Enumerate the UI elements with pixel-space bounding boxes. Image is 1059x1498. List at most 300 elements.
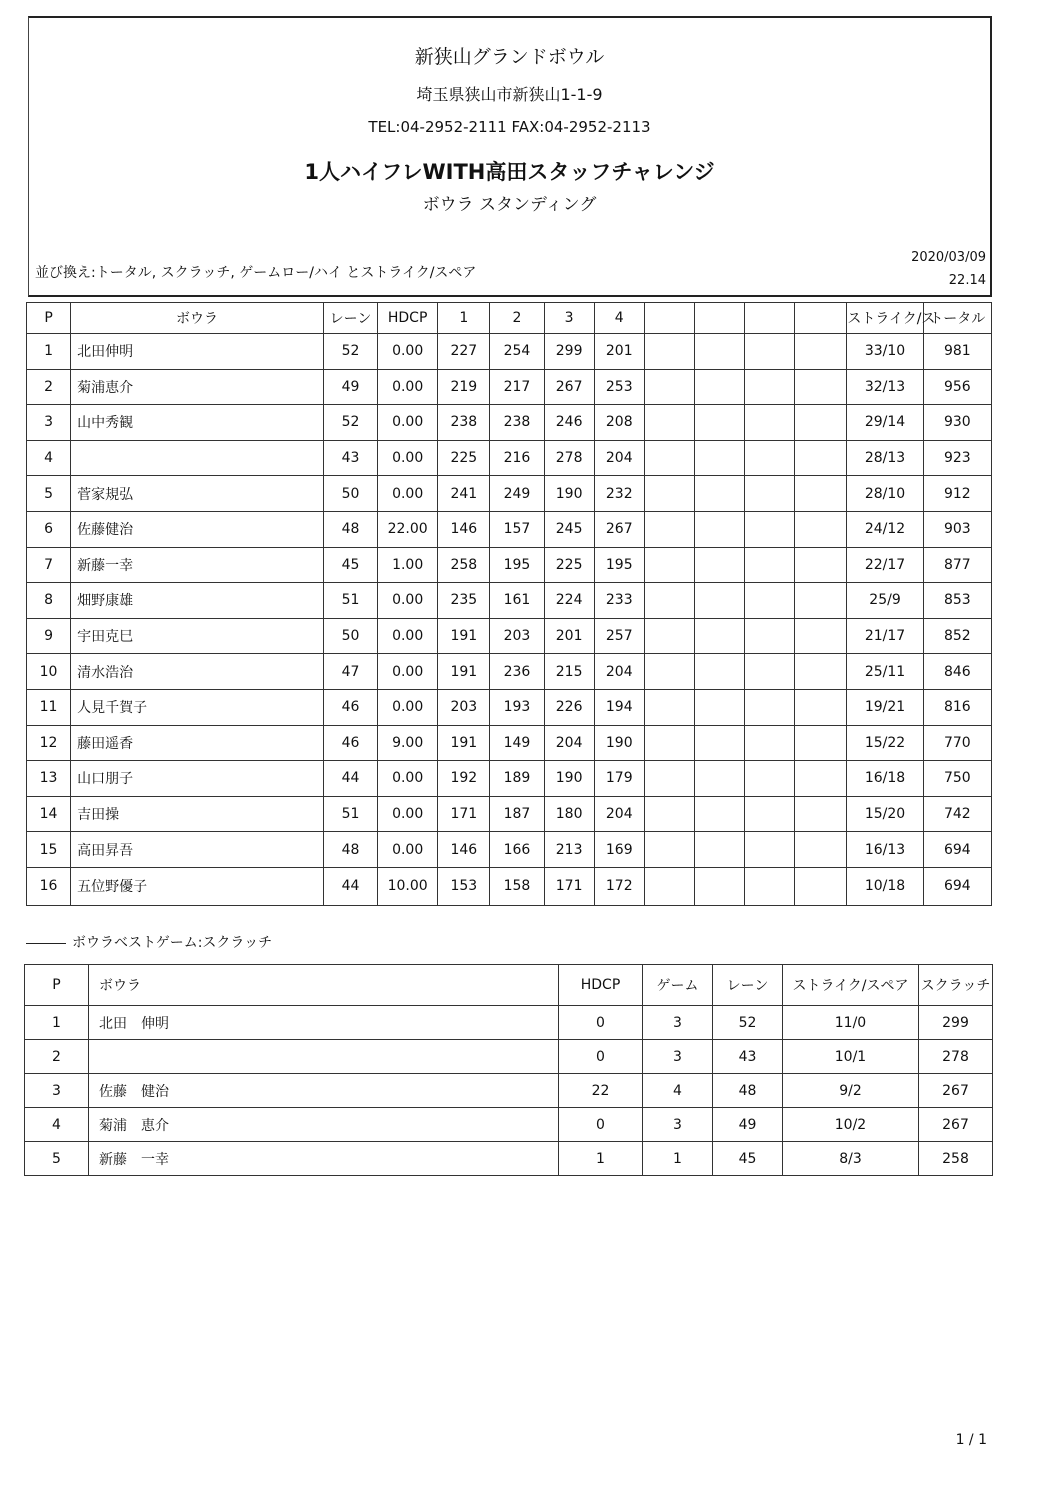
table-row — [27, 405, 992, 441]
cell-position: 11 — [27, 689, 71, 725]
best-col-header-lane: レーン — [713, 965, 783, 1006]
cell-empty — [745, 583, 795, 619]
cell-game-3: 245 — [544, 511, 594, 547]
cell-lane: 43 — [323, 440, 377, 476]
cell-bowler: 五位野優子 — [71, 867, 324, 905]
cell-game-2: 203 — [490, 618, 544, 654]
cell-empty — [795, 689, 847, 725]
cell-strike-spare: 19/21 — [847, 689, 923, 725]
cell-game-3: 204 — [544, 725, 594, 761]
best-header-row — [25, 965, 993, 1006]
best-game-title-text: ボウラベストゲーム:スクラッチ — [72, 935, 273, 951]
cell-game-1: 146 — [438, 511, 490, 547]
cell-game-1: 191 — [438, 654, 490, 690]
venue-contact: TEL:04-2952-2111 FAX:04-2952-2113 — [368, 118, 651, 136]
cell-strike-spare: 21/17 — [847, 618, 923, 654]
best-game-table — [24, 964, 993, 1176]
cell-game-4: 190 — [594, 725, 644, 761]
cell-empty — [644, 511, 694, 547]
best-cell-position: 2 — [25, 1040, 89, 1074]
cell-hdcp: 10.00 — [378, 867, 438, 905]
best-cell-game: 1 — [643, 1142, 713, 1176]
best-cell-lane: 48 — [713, 1074, 783, 1108]
cell-hdcp: 0.00 — [378, 440, 438, 476]
cell-empty — [795, 405, 847, 441]
cell-total: 742 — [923, 796, 991, 832]
cell-hdcp: 0.00 — [378, 369, 438, 405]
cell-position: 6 — [27, 511, 71, 547]
cell-position: 4 — [27, 440, 71, 476]
cell-lane: 50 — [323, 618, 377, 654]
cell-game-3: 171 — [544, 867, 594, 905]
event-title: 1人ハイフレWITH高田スタッフチャレンジ — [304, 160, 715, 184]
cell-lane: 48 — [323, 832, 377, 868]
cell-hdcp: 0.00 — [378, 618, 438, 654]
table-row — [25, 1074, 993, 1108]
cell-game-1: 238 — [438, 405, 490, 441]
cell-game-4: 169 — [594, 832, 644, 868]
cell-game-1: 235 — [438, 583, 490, 619]
cell-empty — [694, 618, 744, 654]
cell-total: 903 — [923, 511, 991, 547]
best-cell-hdcp: 22 — [559, 1074, 643, 1108]
cell-empty — [644, 369, 694, 405]
cell-position: 9 — [27, 618, 71, 654]
table-row — [27, 369, 992, 405]
best-cell-strike-spare: 11/0 — [783, 1006, 919, 1040]
best-cell-position: 3 — [25, 1074, 89, 1108]
cell-empty — [644, 440, 694, 476]
cell-game-1: 258 — [438, 547, 490, 583]
col-header-lane: レーン — [323, 303, 377, 334]
cell-empty — [644, 689, 694, 725]
cell-position: 10 — [27, 654, 71, 690]
cell-game-3: 215 — [544, 654, 594, 690]
cell-bowler: 畑野康雄 — [71, 583, 324, 619]
best-cell-hdcp: 0 — [559, 1108, 643, 1142]
best-cell-hdcp: 0 — [559, 1040, 643, 1074]
cell-position: 7 — [27, 547, 71, 583]
table-row — [27, 440, 992, 476]
cell-empty — [795, 654, 847, 690]
best-cell-bowler: 新藤 一幸 — [89, 1142, 559, 1176]
table-row — [27, 761, 992, 797]
cell-strike-spare: 22/17 — [847, 547, 923, 583]
table-row — [27, 547, 992, 583]
cell-game-1: 171 — [438, 796, 490, 832]
best-cell-lane: 52 — [713, 1006, 783, 1040]
cell-empty — [644, 654, 694, 690]
col-header-game-1: 1 — [438, 303, 490, 334]
best-cell-scratch: 267 — [919, 1108, 993, 1142]
cell-empty — [745, 654, 795, 690]
cell-strike-spare: 32/13 — [847, 369, 923, 405]
cell-empty — [694, 369, 744, 405]
cell-game-4: 201 — [594, 334, 644, 370]
cell-bowler: 菊浦恵介 — [71, 369, 324, 405]
cell-total: 852 — [923, 618, 991, 654]
best-cell-hdcp: 1 — [559, 1142, 643, 1176]
cell-empty — [644, 867, 694, 905]
report-subtitle: ボウラ スタンディング — [422, 195, 597, 215]
cell-empty — [745, 867, 795, 905]
cell-game-2: 216 — [490, 440, 544, 476]
cell-empty — [795, 547, 847, 583]
cell-total: 846 — [923, 654, 991, 690]
cell-game-4: 253 — [594, 369, 644, 405]
best-cell-game: 4 — [643, 1074, 713, 1108]
cell-empty — [795, 583, 847, 619]
cell-game-3: 278 — [544, 440, 594, 476]
table-row — [27, 334, 992, 370]
cell-game-4: 195 — [594, 547, 644, 583]
cell-game-2: 149 — [490, 725, 544, 761]
cell-game-1: 191 — [438, 725, 490, 761]
cell-game-4: 267 — [594, 511, 644, 547]
table-row — [27, 583, 992, 619]
best-col-header-game: ゲーム — [643, 965, 713, 1006]
cell-empty — [795, 511, 847, 547]
cell-empty — [694, 476, 744, 512]
cell-empty — [644, 725, 694, 761]
cell-game-4: 194 — [594, 689, 644, 725]
best-cell-lane: 43 — [713, 1040, 783, 1074]
cell-empty — [745, 618, 795, 654]
col-header-bowler: ボウラ — [71, 303, 324, 334]
table-row — [27, 654, 992, 690]
cell-lane: 46 — [323, 725, 377, 761]
best-col-header-strike-spare: ストライク/スペア — [783, 965, 919, 1006]
best-cell-game: 3 — [643, 1040, 713, 1074]
cell-empty — [795, 725, 847, 761]
cell-bowler: 山中秀観 — [71, 405, 324, 441]
cell-game-3: 224 — [544, 583, 594, 619]
cell-lane: 52 — [323, 334, 377, 370]
best-cell-strike-spare: 9/2 — [783, 1074, 919, 1108]
cell-game-4: 232 — [594, 476, 644, 512]
best-cell-lane: 45 — [713, 1142, 783, 1176]
cell-empty — [795, 832, 847, 868]
cell-lane: 52 — [323, 405, 377, 441]
cell-empty — [745, 761, 795, 797]
cell-total: 816 — [923, 689, 991, 725]
cell-empty — [644, 405, 694, 441]
cell-empty — [745, 405, 795, 441]
best-cell-strike-spare: 10/1 — [783, 1040, 919, 1074]
best-cell-scratch: 278 — [919, 1040, 993, 1074]
cell-game-3: 267 — [544, 369, 594, 405]
cell-game-4: 204 — [594, 796, 644, 832]
cell-lane: 49 — [323, 369, 377, 405]
best-cell-lane: 49 — [713, 1108, 783, 1142]
cell-lane: 51 — [323, 796, 377, 832]
cell-game-2: 193 — [490, 689, 544, 725]
sort-note: 並び換え:トータル, スクラッチ, ゲームロー/ハイ とストライク/スペア — [35, 265, 477, 281]
cell-empty — [745, 334, 795, 370]
cell-hdcp: 0.00 — [378, 654, 438, 690]
col-header-game-2: 2 — [490, 303, 544, 334]
cell-empty — [694, 796, 744, 832]
cell-empty — [694, 334, 744, 370]
cell-empty — [694, 689, 744, 725]
cell-total: 923 — [923, 440, 991, 476]
cell-empty — [694, 725, 744, 761]
print-time: 22.14 — [948, 273, 986, 288]
cell-strike-spare: 25/9 — [847, 583, 923, 619]
cell-strike-spare: 15/22 — [847, 725, 923, 761]
best-cell-position: 5 — [25, 1142, 89, 1176]
cell-total: 853 — [923, 583, 991, 619]
cell-empty — [644, 761, 694, 797]
cell-hdcp: 1.00 — [378, 547, 438, 583]
cell-empty — [795, 440, 847, 476]
cell-bowler: 菅家規弘 — [71, 476, 324, 512]
cell-total: 877 — [923, 547, 991, 583]
cell-empty — [694, 761, 744, 797]
cell-game-1: 219 — [438, 369, 490, 405]
cell-game-2: 249 — [490, 476, 544, 512]
table-row — [27, 796, 992, 832]
best-cell-bowler: 北田 伸明 — [89, 1006, 559, 1040]
cell-lane: 44 — [323, 867, 377, 905]
standings-header-row — [27, 303, 992, 334]
cell-lane: 46 — [323, 689, 377, 725]
report-header — [28, 16, 992, 297]
cell-empty — [644, 832, 694, 868]
cell-empty — [795, 334, 847, 370]
cell-empty — [795, 796, 847, 832]
cell-bowler: 佐藤健治 — [71, 511, 324, 547]
best-cell-game: 3 — [643, 1006, 713, 1040]
cell-game-3: 246 — [544, 405, 594, 441]
cell-game-4: 233 — [594, 583, 644, 619]
cell-hdcp: 0.00 — [378, 476, 438, 512]
cell-game-2: 254 — [490, 334, 544, 370]
best-col-header-scratch: スクラッチ — [919, 965, 993, 1006]
cell-position: 2 — [27, 369, 71, 405]
cell-hdcp: 9.00 — [378, 725, 438, 761]
cell-game-2: 187 — [490, 796, 544, 832]
table-row — [27, 867, 992, 905]
col-header-strike-spare: ストライク/ス — [847, 303, 923, 334]
cell-total: 956 — [923, 369, 991, 405]
venue-address: 埼玉県狭山市新狭山1-1-9 — [416, 85, 603, 104]
cell-bowler: 宇田克巳 — [71, 618, 324, 654]
cell-game-2: 157 — [490, 511, 544, 547]
cell-game-4: 179 — [594, 761, 644, 797]
cell-empty — [745, 511, 795, 547]
cell-game-1: 191 — [438, 618, 490, 654]
best-cell-bowler: 佐藤 健治 — [89, 1074, 559, 1108]
cell-empty — [644, 476, 694, 512]
table-row — [25, 1006, 993, 1040]
best-cell-scratch: 299 — [919, 1006, 993, 1040]
cell-strike-spare: 16/18 — [847, 761, 923, 797]
table-row — [27, 725, 992, 761]
table-row — [27, 832, 992, 868]
cell-bowler: 藤田遥香 — [71, 725, 324, 761]
cell-empty — [694, 583, 744, 619]
cell-empty — [745, 796, 795, 832]
cell-game-2: 238 — [490, 405, 544, 441]
cell-game-2: 217 — [490, 369, 544, 405]
col-header-empty — [745, 303, 795, 334]
best-cell-position: 1 — [25, 1006, 89, 1040]
cell-strike-spare: 28/10 — [847, 476, 923, 512]
cell-bowler: 北田伸明 — [71, 334, 324, 370]
cell-empty — [644, 796, 694, 832]
cell-lane: 45 — [323, 547, 377, 583]
cell-hdcp: 0.00 — [378, 334, 438, 370]
col-header-game-4: 4 — [594, 303, 644, 334]
cell-empty — [745, 725, 795, 761]
cell-game-3: 180 — [544, 796, 594, 832]
cell-game-2: 166 — [490, 832, 544, 868]
cell-strike-spare: 28/13 — [847, 440, 923, 476]
cell-game-3: 213 — [544, 832, 594, 868]
cell-total: 981 — [923, 334, 991, 370]
cell-game-1: 192 — [438, 761, 490, 797]
cell-game-4: 208 — [594, 405, 644, 441]
cell-empty — [694, 867, 744, 905]
cell-game-1: 146 — [438, 832, 490, 868]
cell-empty — [644, 583, 694, 619]
cell-hdcp: 0.00 — [378, 583, 438, 619]
cell-bowler: 山口朋子 — [71, 761, 324, 797]
cell-empty — [745, 547, 795, 583]
table-row — [27, 476, 992, 512]
cell-game-3: 225 — [544, 547, 594, 583]
title-rule — [26, 943, 66, 944]
cell-position: 3 — [27, 405, 71, 441]
cell-hdcp: 0.00 — [378, 832, 438, 868]
cell-empty — [795, 761, 847, 797]
cell-game-4: 204 — [594, 440, 644, 476]
cell-bowler: 清水浩治 — [71, 654, 324, 690]
cell-total: 694 — [923, 867, 991, 905]
page-number: 1 / 1 — [955, 1432, 987, 1448]
table-row — [25, 1108, 993, 1142]
cell-empty — [694, 654, 744, 690]
table-row — [27, 511, 992, 547]
col-header-empty — [694, 303, 744, 334]
cell-empty — [745, 369, 795, 405]
cell-empty — [745, 689, 795, 725]
cell-position: 16 — [27, 867, 71, 905]
cell-game-3: 299 — [544, 334, 594, 370]
cell-empty — [795, 618, 847, 654]
best-col-header-bowler: ボウラ — [89, 965, 559, 1006]
cell-position: 12 — [27, 725, 71, 761]
cell-empty — [694, 405, 744, 441]
cell-empty — [745, 440, 795, 476]
cell-empty — [795, 476, 847, 512]
cell-total: 930 — [923, 405, 991, 441]
cell-game-3: 201 — [544, 618, 594, 654]
cell-empty — [694, 511, 744, 547]
best-cell-bowler: 菊浦 恵介 — [89, 1108, 559, 1142]
cell-empty — [644, 618, 694, 654]
cell-position: 8 — [27, 583, 71, 619]
cell-position: 13 — [27, 761, 71, 797]
cell-hdcp: 0.00 — [378, 689, 438, 725]
cell-bowler — [71, 440, 324, 476]
cell-lane: 50 — [323, 476, 377, 512]
cell-game-2: 189 — [490, 761, 544, 797]
cell-game-1: 153 — [438, 867, 490, 905]
cell-empty — [745, 832, 795, 868]
cell-game-2: 161 — [490, 583, 544, 619]
cell-strike-spare: 29/14 — [847, 405, 923, 441]
best-cell-hdcp: 0 — [559, 1006, 643, 1040]
cell-total: 912 — [923, 476, 991, 512]
cell-bowler: 吉田操 — [71, 796, 324, 832]
col-header-empty — [795, 303, 847, 334]
cell-strike-spare: 33/10 — [847, 334, 923, 370]
best-cell-scratch: 258 — [919, 1142, 993, 1176]
cell-empty — [644, 334, 694, 370]
cell-game-1: 241 — [438, 476, 490, 512]
cell-hdcp: 22.00 — [378, 511, 438, 547]
best-col-header-position: P — [25, 965, 89, 1006]
cell-bowler: 人見千賀子 — [71, 689, 324, 725]
cell-bowler: 高田昇吾 — [71, 832, 324, 868]
table-row — [27, 689, 992, 725]
cell-game-1: 203 — [438, 689, 490, 725]
cell-lane: 44 — [323, 761, 377, 797]
best-cell-position: 4 — [25, 1108, 89, 1142]
table-row — [25, 1040, 993, 1074]
best-game-title — [26, 932, 272, 952]
cell-empty — [795, 867, 847, 905]
best-cell-strike-spare: 10/2 — [783, 1108, 919, 1142]
cell-game-3: 190 — [544, 761, 594, 797]
cell-position: 15 — [27, 832, 71, 868]
best-col-header-hdcp: HDCP — [559, 965, 643, 1006]
cell-strike-spare: 25/11 — [847, 654, 923, 690]
cell-game-2: 195 — [490, 547, 544, 583]
cell-position: 5 — [27, 476, 71, 512]
cell-hdcp: 0.00 — [378, 761, 438, 797]
col-header-empty — [644, 303, 694, 334]
cell-lane: 47 — [323, 654, 377, 690]
cell-game-1: 225 — [438, 440, 490, 476]
cell-game-4: 172 — [594, 867, 644, 905]
cell-strike-spare: 15/20 — [847, 796, 923, 832]
cell-game-4: 204 — [594, 654, 644, 690]
print-date: 2020/03/09 — [911, 250, 986, 265]
table-row — [27, 618, 992, 654]
cell-position: 14 — [27, 796, 71, 832]
cell-total: 694 — [923, 832, 991, 868]
best-cell-game: 3 — [643, 1108, 713, 1142]
cell-game-4: 257 — [594, 618, 644, 654]
cell-total: 750 — [923, 761, 991, 797]
cell-total: 770 — [923, 725, 991, 761]
cell-empty — [644, 547, 694, 583]
cell-empty — [694, 547, 744, 583]
standings-table — [26, 302, 992, 906]
col-header-game-3: 3 — [544, 303, 594, 334]
col-header-total: トータル — [923, 303, 991, 334]
cell-empty — [795, 369, 847, 405]
best-cell-bowler — [89, 1040, 559, 1074]
cell-lane: 48 — [323, 511, 377, 547]
cell-game-2: 236 — [490, 654, 544, 690]
cell-position: 1 — [27, 334, 71, 370]
cell-strike-spare: 10/18 — [847, 867, 923, 905]
cell-game-1: 227 — [438, 334, 490, 370]
